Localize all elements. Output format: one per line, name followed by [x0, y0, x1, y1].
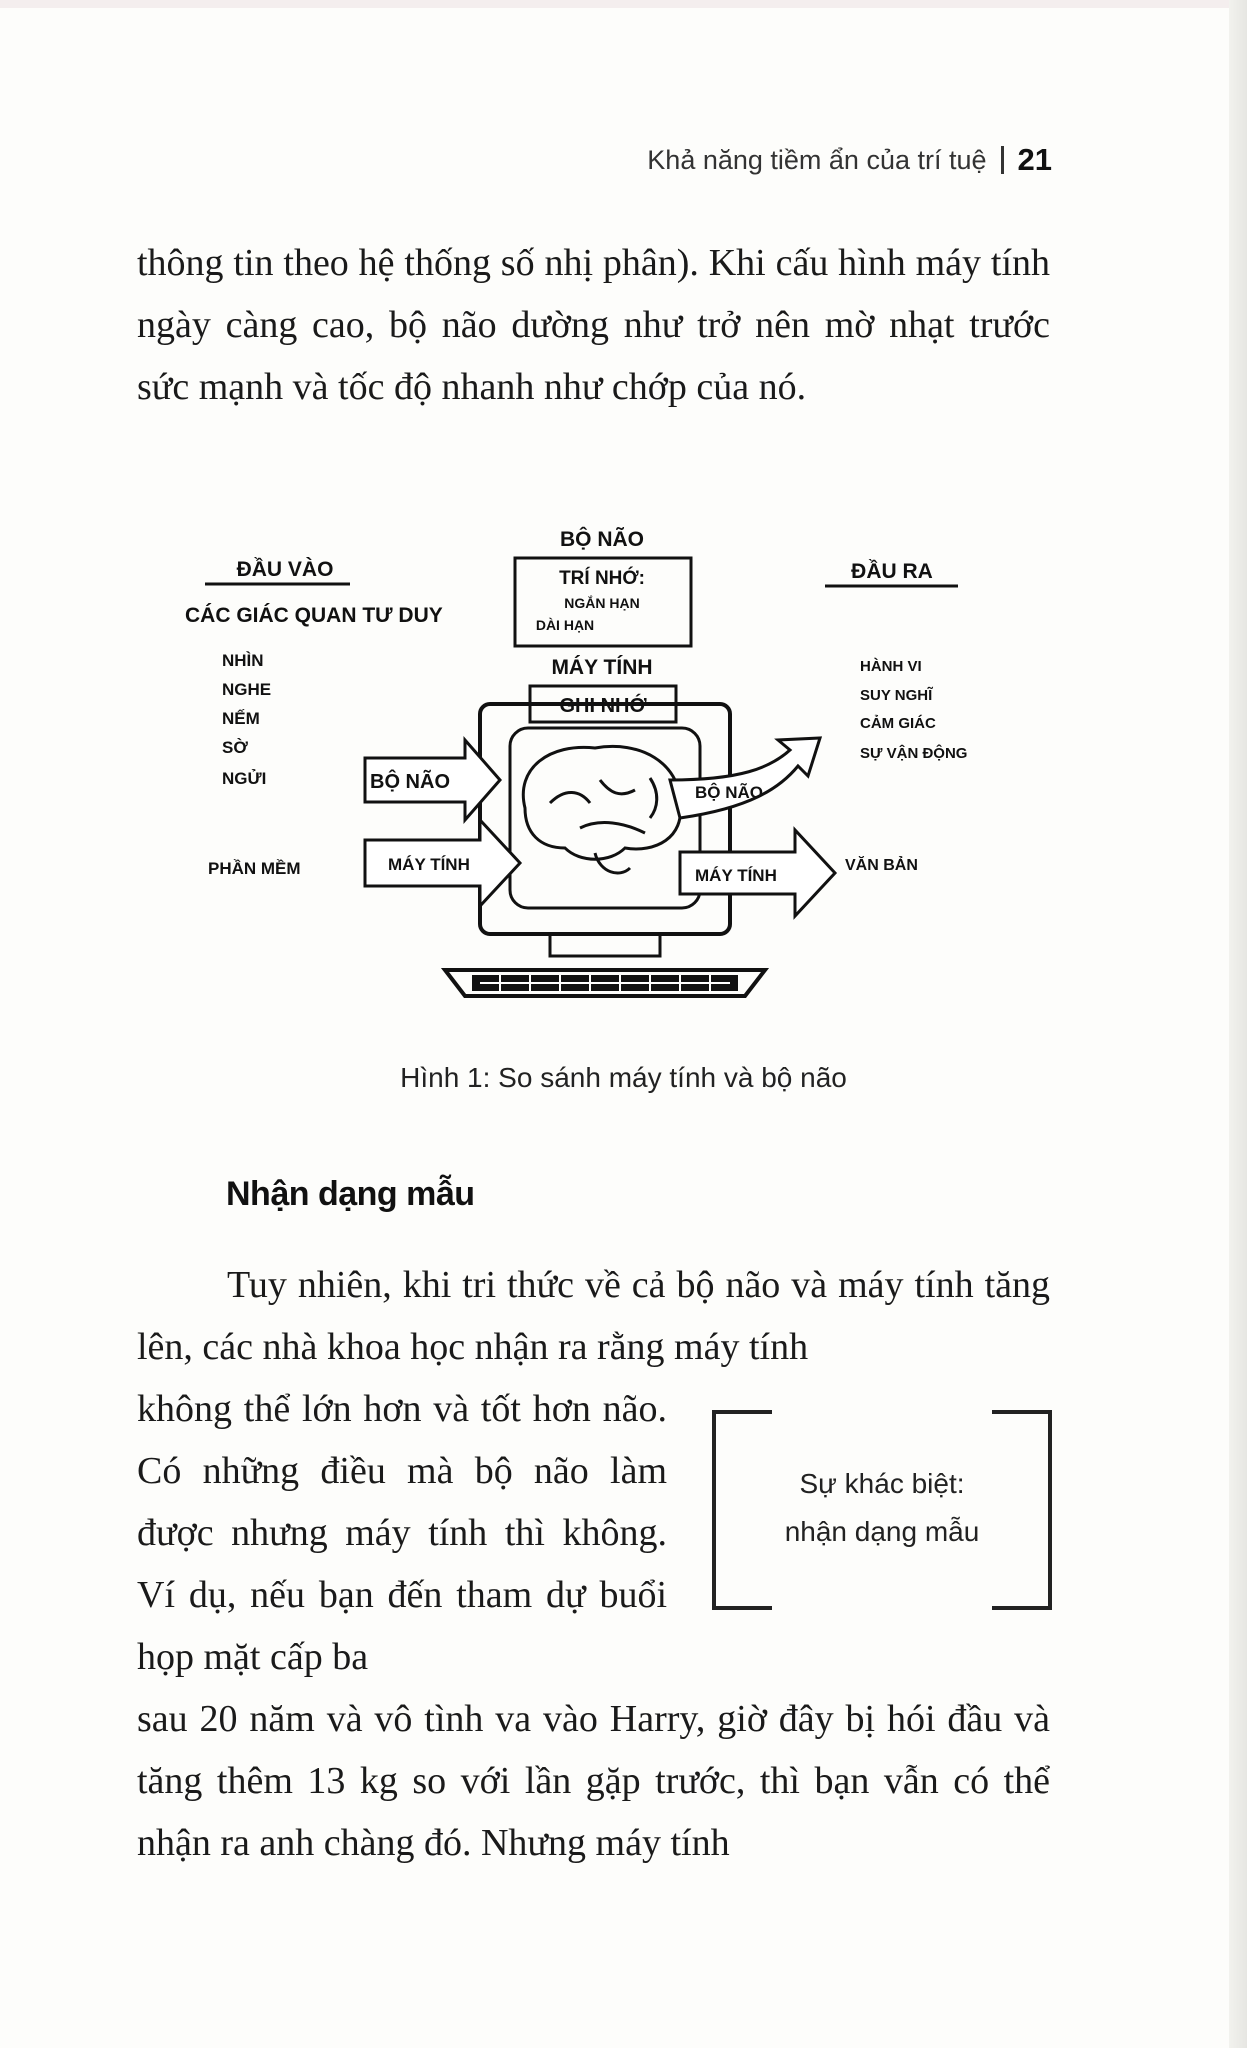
input-title: ĐẦU VÀO — [236, 558, 334, 581]
paragraph-2b: không thể lớn hơn và tốt hơn não. Có những điều mà bộ não làm được nhưng máy tính thì không. Ví dụ, nếu bạn đến tham dự buổi họp mặt cấp ba — [137, 1388, 667, 1678]
brain-icon — [523, 746, 680, 873]
brain-computer-diagram — [180, 518, 1030, 1018]
memory-short: NGẮN HẠN — [564, 595, 640, 611]
running-head — [647, 142, 1052, 178]
keyboard-keys — [472, 975, 738, 991]
output-1: HÀNH VI — [860, 658, 922, 675]
input-arrow-brain-label: BỘ NÃO — [370, 771, 450, 793]
memory-long: DÀI HẠN — [535, 617, 595, 633]
output-arrow-brain — [670, 738, 820, 818]
sense-4: SỜ — [222, 738, 248, 757]
top-shade — [0, 0, 1247, 8]
output-2: SUY NGHĨ — [860, 687, 933, 704]
sense-1: NHÌN — [222, 651, 264, 670]
callout-line-1: Sự khác biệt: — [799, 1468, 965, 1499]
memory-title: TRÍ NHỚ: — [559, 568, 645, 589]
output-arrow-computer-label: MÁY TÍNH — [695, 866, 777, 885]
monitor-screen — [510, 728, 700, 908]
sense-2: NGHE — [222, 680, 272, 699]
running-head-title: Khả năng tiềm ẩn của trí tuệ — [647, 144, 987, 175]
store-label: GHI NHỚ — [559, 695, 647, 717]
callout-text — [712, 1460, 1052, 1556]
page-edge — [1229, 0, 1247, 2048]
output-4: SỰ VẬN ĐỘNG — [860, 745, 968, 762]
output-title: ĐẦU RA — [851, 560, 933, 583]
output-arrow-brain-label: BỘ NÃO — [695, 783, 763, 802]
callout-box — [712, 1410, 1052, 1610]
output-3: CẢM GIÁC — [860, 715, 936, 732]
monitor-stand — [550, 934, 660, 956]
paragraph-2c: sau 20 năm và vô tình va vào Harry, giờ đây bị hói đầu và tăng thêm 13 kg so với lần gặp trước, thì bạn vẫn có thể nhận ra anh chàng đó. Nhưng máy tính — [137, 1698, 1050, 1864]
brain-top-label: BỘ NÃO — [560, 528, 644, 551]
sense-3: NẾM — [222, 709, 260, 728]
monitor-frame — [480, 704, 730, 934]
paragraph-top: thông tin theo hệ thống số nhị phân). Khi cấu hình máy tính ngày càng cao, bộ não dường như trở nên mờ nhạt trước sức mạnh và tốc độ nhanh như chớp của nó. — [137, 242, 1050, 408]
input-subtitle: CÁC GIÁC QUAN TƯ DUY — [185, 604, 443, 627]
running-head-divider — [1001, 146, 1004, 174]
page-number: 21 — [1017, 142, 1052, 177]
input-arrow-computer-label: MÁY TÍNH — [388, 855, 470, 874]
figure-caption: Hình 1: So sánh máy tính và bộ não — [400, 1062, 847, 1093]
sense-5: NGỬI — [222, 769, 267, 788]
paragraph-2a — [137, 1254, 1050, 1378]
text-output-label: VĂN BẢN — [845, 857, 918, 874]
paragraph-2a-text: Tuy nhiên, khi tri thức về cả bộ não và máy tính tăng lên, các nhà khoa học nhận ra rằng máy tính — [137, 1264, 1050, 1368]
callout-line-2: nhận dạng mẫu — [784, 1516, 980, 1547]
computer-top-label: MÁY TÍNH — [551, 656, 653, 679]
section-heading: Nhận dạng mẫu — [226, 1175, 475, 1213]
software-label: PHẦN MỀM — [208, 859, 301, 878]
